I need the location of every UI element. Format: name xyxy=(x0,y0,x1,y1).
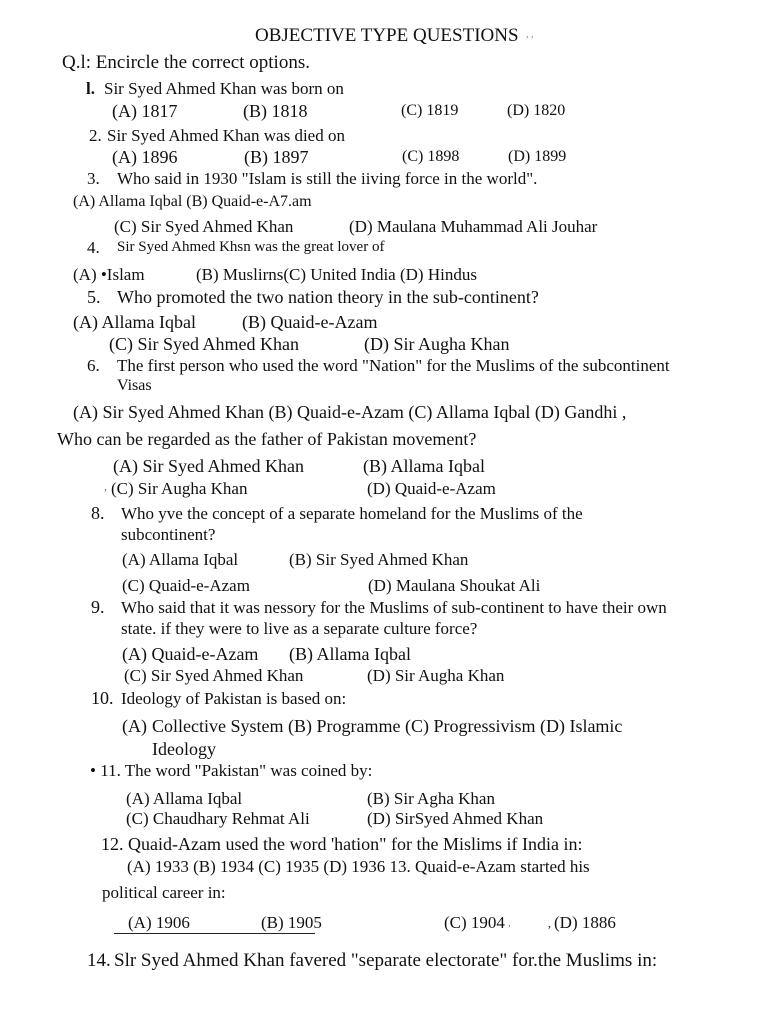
q5-option-a: (A) Allama Iqbal xyxy=(73,312,196,332)
instruction: Q.l: Encircle the correct options. xyxy=(62,52,310,73)
q9-number: 9. xyxy=(91,597,105,617)
underline xyxy=(114,933,315,934)
q7-option-c: (C) Sir Augha Khan xyxy=(111,479,248,498)
q2-number: 2. xyxy=(89,126,102,145)
q1-option-c: (C) 1819 xyxy=(401,102,459,119)
q8-text-line2: subcontinent? xyxy=(121,525,216,544)
q13-option-a: (A) 1906 xyxy=(128,913,190,932)
q13-text: political career in: xyxy=(102,883,226,902)
q7-option-a: (A) Sir Syed Ahmed Khan xyxy=(113,456,304,476)
q5-text: Who promoted the two nation theory in the sub-continent? xyxy=(117,287,539,307)
q4-option-a: (A) •Islam xyxy=(73,265,145,284)
q11-option-d: (D) SirSyed Ahmed Khan xyxy=(367,809,544,828)
q14-text: Slr Syed Ahmed Khan favered "separate electorate" for.the Muslims in: xyxy=(114,950,658,971)
q4-text: Sir Syed Ahmed Khsn was the great lover of xyxy=(117,239,385,255)
q10-option-a-label: (A) xyxy=(122,716,147,736)
q6-options: (A) Sir Syed Ahmed Khan (B) Quaid-e-Azam (C) Allama Iqbal (D) Gandhi , xyxy=(73,402,627,422)
q12-text: 12. Quaid-Azam used the word 'hation" for the Mislims if India in: xyxy=(101,834,583,854)
q11-option-b: (B) Sir Agha Khan xyxy=(367,789,495,808)
scan-mark: , , xyxy=(526,29,534,40)
q3-number: 3. xyxy=(87,169,100,188)
q7-text: Who can be regarded as the father of Pakistan movement? xyxy=(57,429,477,449)
q5-option-d: (D) Sir Augha Khan xyxy=(364,334,510,354)
q10-options-line2: Ideology xyxy=(152,739,216,759)
q2-option-d: (D) 1899 xyxy=(508,148,567,165)
q13-option-b: (B) 1905 xyxy=(261,913,322,932)
q2-option-b: (B) 1897 xyxy=(244,147,309,167)
scan-mark: , xyxy=(104,479,107,493)
q1-text: Sir Syed Ahmed Khan was born on xyxy=(104,79,344,98)
q2-option-c: (C) 1898 xyxy=(402,148,460,165)
q8-option-b: (B) Sir Syed Ahmed Khan xyxy=(289,550,469,569)
q8-number: 8. xyxy=(91,503,105,523)
q6-text-line2: Visas xyxy=(117,377,152,394)
page-title: OBJECTIVE TYPE QUESTIONS xyxy=(255,25,519,46)
q9-option-a: (A) Quaid-e-Azam xyxy=(122,644,259,664)
q8-option-a: (A) Allama Iqbal xyxy=(122,550,239,569)
q3-option-d: (D) Maulana Muhammad Ali Jouhar xyxy=(349,217,598,236)
q10-options-line1: Collective System (B) Programme (C) Progressivism (D) Islamic xyxy=(152,716,623,736)
q8-option-d: (D) Maulana Shoukat Ali xyxy=(368,576,541,595)
q3-option-ab: (A) Allama Iqbal (B) Quaid-e-A7.am xyxy=(73,193,312,210)
q1-number: l. xyxy=(86,79,95,98)
q3-text: Who said in 1930 "Islam is still the iiving force in the world". xyxy=(117,169,538,188)
q12-options: (A) 1933 (B) 1934 (C) 1935 (D) 1936 13. Quaid-e-Azam started his xyxy=(127,857,590,876)
q13-option-d: (D) 1886 xyxy=(554,913,616,932)
q14-number: 14. xyxy=(87,950,111,971)
q10-number: 10. xyxy=(91,688,114,708)
scan-mark: , xyxy=(508,917,511,929)
q6-text-line1: The first person who used the word "Nation" for the Muslims of the subcontinent xyxy=(117,356,670,375)
q9-text-line1: Who said that it was nessory for the Muslims of sub-continent to have their own xyxy=(121,598,667,617)
q2-option-a: (A) 1896 xyxy=(112,147,178,167)
q9-option-c: (C) Sir Syed Ahmed Khan xyxy=(124,666,304,685)
q9-option-d: (D) Sir Augha Khan xyxy=(367,666,505,685)
q2-text: Sir Syed Ahmed Khan was died on xyxy=(107,126,345,145)
q1-option-a: (A) 1817 xyxy=(112,101,178,121)
q7-option-d: (D) Quaid-e-Azam xyxy=(367,479,496,498)
q3-option-c: (C) Sir Syed Ahmed Khan xyxy=(114,217,294,236)
scan-mark: , xyxy=(548,916,551,930)
q7-option-b: (B) Allama Iqbal xyxy=(363,456,485,476)
q9-text-line2: state. if they were to live as a separate culture force? xyxy=(121,619,478,638)
q5-number: 5. xyxy=(87,287,101,307)
q8-text-line1: Who yve the concept of a separate homeland for the Muslims of the xyxy=(121,504,583,523)
q9-option-b: (B) Allama Iqbal xyxy=(289,644,411,664)
q11-text: • 11. The word "Pakistan" was coined by: xyxy=(90,761,373,780)
q8-option-c: (C) Quaid-e-Azam xyxy=(122,576,250,595)
q5-option-c: (C) Sir Syed Ahmed Khan xyxy=(109,334,299,354)
q4-number: 4. xyxy=(87,238,100,257)
q4-option-bcd: (B) Muslirns(C) United India (D) Hindus xyxy=(196,265,477,284)
q1-option-b: (B) 1818 xyxy=(243,101,308,121)
q13-option-c: (C) 1904 xyxy=(444,913,505,932)
q1-option-d: (D) 1820 xyxy=(507,102,566,119)
q10-text: Ideology of Pakistan is based on: xyxy=(121,689,347,708)
q5-option-b: (B) Quaid-e-Azam xyxy=(242,312,378,332)
q11-option-c: (C) Chaudhary Rehmat Ali xyxy=(126,809,310,828)
q11-option-a: (A) Allama Iqbal xyxy=(126,789,243,808)
q6-number: 6. xyxy=(87,356,100,375)
